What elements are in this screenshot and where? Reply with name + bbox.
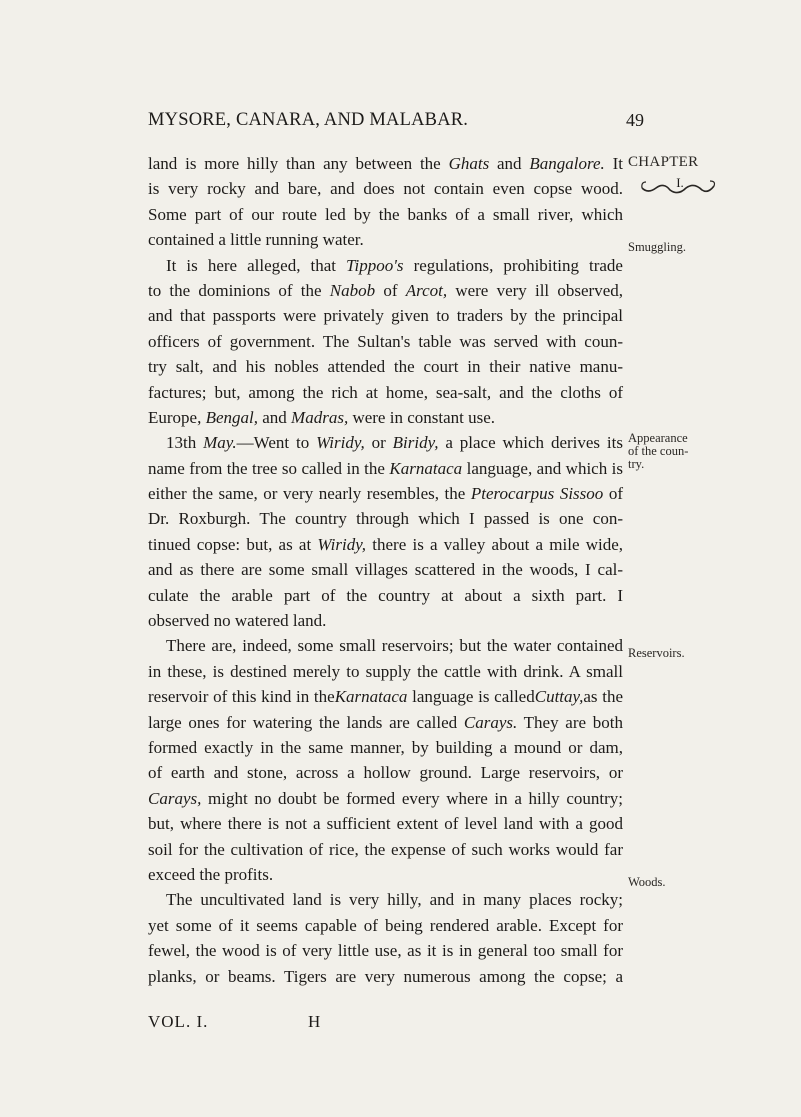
text-segment: It <box>604 154 623 173</box>
text-segment: try salt, and his nobles attended the court in their native manu- <box>148 357 623 377</box>
text-segment: language, and which is <box>462 458 624 478</box>
text-segment: name from the tree so called in the <box>148 458 390 478</box>
text-segment: Europe, <box>148 407 206 427</box>
chapter-flourish-ornament <box>640 178 716 198</box>
text-line <box>148 227 623 252</box>
italic-text: Ghats <box>448 154 490 173</box>
italic-text: Carays, <box>148 788 202 808</box>
italic-text: Arcot, <box>405 280 448 300</box>
italic-text: Madras, <box>291 407 349 427</box>
text-segment: culate the arable part of the country at about a sixth part. I <box>148 585 623 605</box>
text-line <box>148 354 623 379</box>
italic-text: Nabob <box>329 280 376 300</box>
margin-note-line: of the coun- <box>628 444 689 458</box>
text-segment: a place which derives its <box>438 433 623 453</box>
text-line <box>148 735 623 760</box>
text-segment: fewel, the wood is of very little use, as it is in general too small for <box>148 941 623 961</box>
text-segment: to the dominions of the <box>148 280 330 300</box>
text-line <box>148 659 623 684</box>
text-line <box>148 583 623 608</box>
text-line <box>148 456 623 481</box>
signature-mark: H <box>308 1012 321 1031</box>
text-segment: as the <box>583 687 623 707</box>
text-segment: land is more hilly than any between the <box>148 154 449 173</box>
text-segment: planks, or beams. Tigers are very numerous among the copse; a <box>148 966 623 986</box>
text-segment: might no doubt be formed every where in a hilly country; <box>201 788 623 808</box>
text-segment: regulations, prohibiting trade <box>403 255 623 275</box>
text-segment: of <box>375 280 406 300</box>
text-line <box>148 608 623 633</box>
text-line <box>148 405 623 430</box>
text-line <box>148 532 623 557</box>
italic-text: Karnataca <box>334 687 408 707</box>
text-segment: were very ill observed, <box>447 280 623 300</box>
text-segment: factures; but, among the rich at home, sea-salt, and the cloths of <box>148 382 623 402</box>
text-segment: The uncultivated land is very hilly, and in many places rocky; <box>166 890 623 910</box>
text-segment: and as there are some small villages scattered in the woods, I cal- <box>148 560 623 580</box>
text-segment: and <box>258 407 292 427</box>
text-segment: officers of government. The Sultan's table was served with coun- <box>148 331 623 351</box>
running-head: MYSORE, CANARA, AND MALABAR. <box>148 110 469 130</box>
text-line <box>148 202 623 227</box>
text-line <box>148 303 623 328</box>
text-line <box>148 964 623 989</box>
text-segment: of <box>603 484 623 504</box>
page-number: 49 <box>626 110 644 130</box>
text-line <box>148 430 623 455</box>
margin-note-reservoirs <box>628 647 768 660</box>
text-segment: but, where there is not a sufficient extent of level land with a good <box>148 814 623 834</box>
text-segment: yet some of it seems capable of being rendered arable. Except for <box>148 915 623 935</box>
text-segment: —Went to <box>236 433 317 453</box>
text-segment: 13th <box>166 433 204 453</box>
italic-text: Tippoo's <box>346 255 404 275</box>
text-line <box>148 710 623 735</box>
text-segment: there is a valley about a mile wide, <box>366 534 623 554</box>
text-segment: and that passports were privately given to traders by the principal <box>148 306 623 326</box>
text-line <box>148 557 623 582</box>
text-line <box>148 253 623 278</box>
text-line <box>148 811 623 836</box>
text-segment: were in constant use. <box>348 407 496 427</box>
text-segment: Dr. Roxburgh. The country through which I passed is one con- <box>148 509 623 529</box>
margin-note-woods <box>628 876 768 889</box>
text-line <box>148 938 623 963</box>
text-segment: It is here alleged, that <box>166 255 347 275</box>
margin-note-line: try. <box>628 457 645 471</box>
text-line <box>148 887 623 912</box>
text-segment: reservoir of this kind in the <box>148 687 335 707</box>
italic-text: Biridy, <box>392 433 439 453</box>
text-segment: They are both <box>517 712 623 732</box>
italic-text: Wiridy, <box>317 534 367 554</box>
text-line <box>148 786 623 811</box>
text-segment: is very rocky and bare, and does not contain even copse wood. <box>148 179 623 199</box>
italic-text: Cuttay, <box>534 687 584 707</box>
text-line <box>148 380 623 405</box>
text-line <box>148 837 623 862</box>
text-line <box>148 278 623 303</box>
italic-text: Bengal, <box>205 407 258 427</box>
text-segment: in these, is destined merely to supply the cattle with drink. A small <box>148 661 623 681</box>
chapter-number: I. <box>676 175 684 190</box>
text-segment: or <box>364 433 393 453</box>
italic-text: Karnataca <box>389 458 463 478</box>
italic-text: Bangalore. <box>529 154 605 173</box>
text-segment: of earth and stone, across a hollow ground. Large reservoirs, or <box>148 763 623 783</box>
margin-note-line: Reservoirs. <box>628 646 685 660</box>
text-line <box>148 481 623 506</box>
text-segment: and <box>489 154 530 173</box>
margin-note-line: Appearance <box>628 431 688 445</box>
italic-text: Carays. <box>463 712 518 732</box>
volume-mark: VOL. I. <box>148 1012 209 1031</box>
text-line <box>148 862 623 887</box>
text-line <box>148 329 623 354</box>
text-segment: There are, indeed, some small reservoirs; but the water contained <box>166 636 623 656</box>
text-segment: either the same, or very nearly resembles, the <box>148 484 471 504</box>
text-line <box>148 760 623 785</box>
text-line <box>148 176 623 201</box>
text-line <box>148 913 623 938</box>
text-line <box>148 506 623 531</box>
margin-note-smuggling <box>628 241 768 254</box>
margin-note-appearance <box>628 432 768 471</box>
body-text <box>148 151 623 989</box>
margin-note-line: Smuggling. <box>628 240 686 254</box>
text-line <box>148 633 623 658</box>
text-segment: contained a little running water. <box>148 230 364 250</box>
text-segment: language is called <box>407 687 535 707</box>
text-segment: formed exactly in the same manner, by building a mound or dam, <box>148 737 623 757</box>
italic-text: May. <box>203 433 237 453</box>
text-segment: observed no watered land. <box>148 611 327 631</box>
text-segment: Some part of our route led by the banks of a small river, which <box>148 204 623 224</box>
text-line <box>148 151 623 176</box>
chapter-label: CHAPTER <box>628 154 699 170</box>
text-segment: soil for the cultivation of rice, the expense of such works would far <box>148 839 623 859</box>
text-line <box>148 684 623 709</box>
italic-text: Pterocarpus Sissoo <box>470 484 604 504</box>
margin-note-line: Woods. <box>628 875 666 889</box>
italic-text: Wiridy, <box>316 433 365 453</box>
text-segment: exceed the profits. <box>148 864 274 884</box>
page-footer <box>148 1012 623 1034</box>
text-segment: large ones for watering the lands are called <box>148 712 464 732</box>
text-segment: tinued copse: but, as at <box>148 534 318 554</box>
